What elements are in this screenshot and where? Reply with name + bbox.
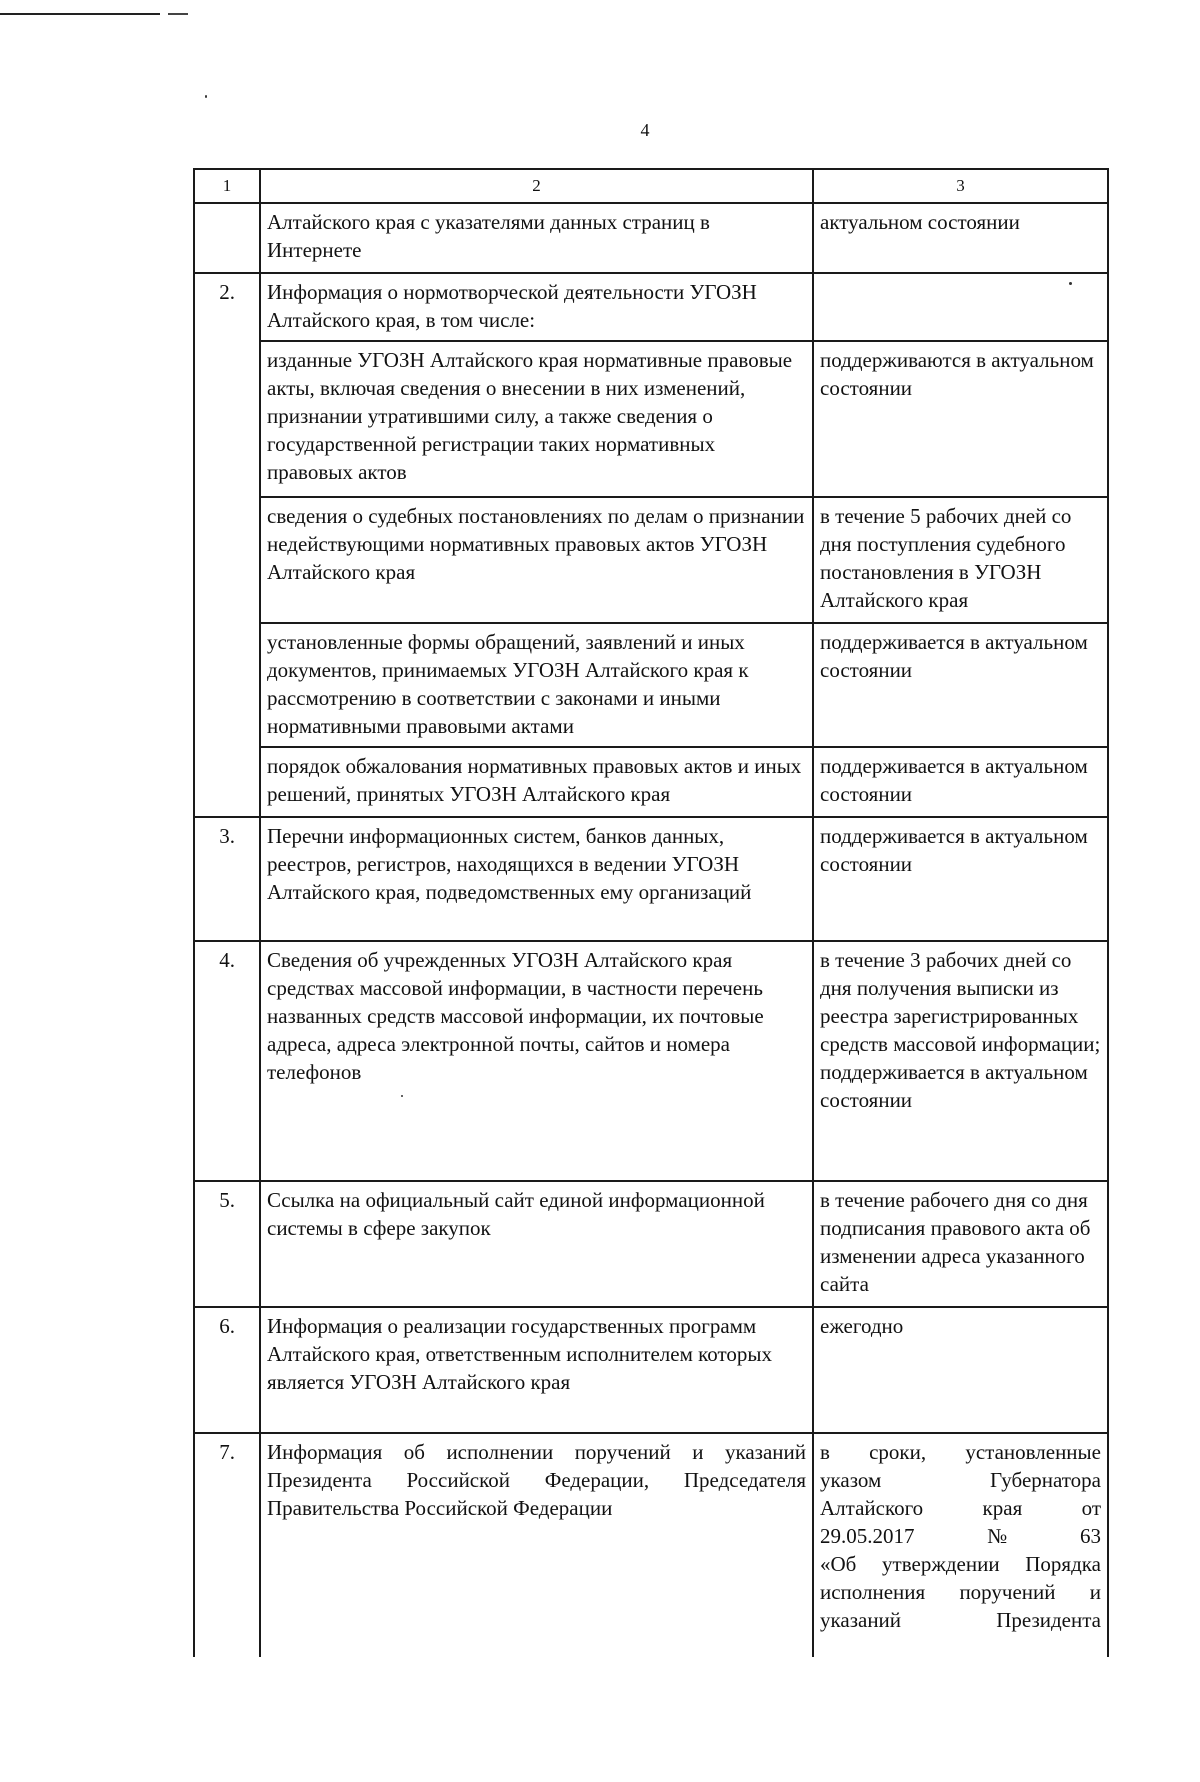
row-description: установленные формы обращений, заявлений и иных документов, принимаемых УГОЗН Алтайского края к рассмотрению в соответствии с законами и иными нормативными правовыми актами bbox=[260, 623, 813, 747]
table-row bbox=[194, 203, 1108, 273]
term-line: указаний Президента bbox=[820, 1608, 1101, 1632]
table-row bbox=[194, 341, 1108, 497]
table-row bbox=[194, 273, 1108, 341]
row-description: порядок обжалования нормативных правовых актов и иных решений, принятых УГОЗН Алтайского края bbox=[260, 747, 813, 817]
table-row bbox=[194, 747, 1108, 817]
row-term: поддерживаются в актуальном состоянии bbox=[813, 341, 1108, 497]
table-row bbox=[194, 1181, 1108, 1307]
table-row bbox=[194, 941, 1108, 1181]
header-col-3: 3 bbox=[813, 169, 1108, 203]
row-term: в течение рабочего дня со дня подписания правового акта об изменении адреса указанного сайта bbox=[813, 1181, 1108, 1307]
row-description: Сведения об учрежденных УГОЗН Алтайского края средствах массовой информации, в частности перечень названных средств массовой информации, их почтовые адреса, адреса электронной почты, сайтов и номера телефонов bbox=[260, 941, 813, 1181]
row-term: поддерживается в актуальном состоянии bbox=[813, 817, 1108, 941]
table-row bbox=[194, 817, 1108, 941]
term-line: указом Губернатора bbox=[820, 1468, 1101, 1492]
row-term bbox=[813, 273, 1108, 341]
scan-speck bbox=[205, 95, 207, 98]
row-description: Алтайского края с указателями данных страниц в Интернете bbox=[260, 203, 813, 273]
term-line: исполнения поручений и bbox=[820, 1580, 1101, 1604]
row-number: 4. bbox=[194, 941, 260, 1181]
table-row bbox=[194, 497, 1108, 623]
row-description: Информация об исполнении поручений и указаний Президента Российской Федерации, Председателя Правительства Российской Федерации bbox=[260, 1433, 813, 1657]
row-term: в течение 3 рабочих дней со дня получения выписки из реестра зарегистрированных средств массовой информации; поддерживается в актуальном состоянии bbox=[813, 941, 1108, 1181]
header-col-1: 1 bbox=[194, 169, 260, 203]
header-col-2: 2 bbox=[260, 169, 813, 203]
term-line: 29.05.2017 № 63 bbox=[820, 1524, 1101, 1548]
row-number: 3. bbox=[194, 817, 260, 941]
row-number: 6. bbox=[194, 1307, 260, 1433]
table-row bbox=[194, 623, 1108, 747]
row-term: поддерживается в актуальном состоянии bbox=[813, 623, 1108, 747]
row-number: 7. bbox=[194, 1433, 260, 1657]
top-border-rule bbox=[0, 13, 160, 15]
document-table bbox=[193, 168, 1109, 1657]
row-term: в течение 5 рабочих дней со дня поступления судебного постановления в УГОЗН Алтайского края bbox=[813, 497, 1108, 623]
row-description: Перечни информационных систем, банков данных, реестров, регистров, находящихся в ведении УГОЗН Алтайского края, подведомственных ему организаций bbox=[260, 817, 813, 941]
row-description: Ссылка на официальный сайт единой информационной системы в сфере закупок bbox=[260, 1181, 813, 1307]
row-description: Информация о реализации государственных программ Алтайского края, ответственным исполнителем которых является УГОЗН Алтайского края bbox=[260, 1307, 813, 1433]
page-number: 4 bbox=[640, 120, 650, 140]
table-row bbox=[194, 1433, 1108, 1657]
top-border-rule-fragment bbox=[168, 13, 188, 15]
table-row bbox=[194, 1307, 1108, 1433]
row-description: изданные УГОЗН Алтайского края нормативные правовые акты, включая сведения о внесении в них изменений, признании утратившими силу, а также сведения о государственной регистрации таких нормативных правовых актов bbox=[260, 341, 813, 497]
row-term: поддерживается в актуальном состоянии bbox=[813, 747, 1108, 817]
term-line: в сроки, установленные bbox=[820, 1440, 1101, 1464]
term-line: «Об утверждении Порядка bbox=[820, 1552, 1101, 1576]
row-number bbox=[194, 203, 260, 273]
row-number: 5. bbox=[194, 1181, 260, 1307]
row-description: сведения о судебных постановлениях по делам о признании недействующими нормативных правовых актов УГОЗН Алтайского края bbox=[260, 497, 813, 623]
table-header-row bbox=[194, 169, 1108, 203]
row-description: Информация о нормотворческой деятельности УГОЗН Алтайского края, в том числе: bbox=[260, 273, 813, 341]
term-line: Алтайского края от bbox=[820, 1496, 1101, 1520]
row-term: ежегодно bbox=[813, 1307, 1108, 1433]
row-term: актуальном состоянии bbox=[813, 203, 1108, 273]
row-number: 2. bbox=[194, 273, 260, 817]
row-term bbox=[813, 1433, 1108, 1657]
